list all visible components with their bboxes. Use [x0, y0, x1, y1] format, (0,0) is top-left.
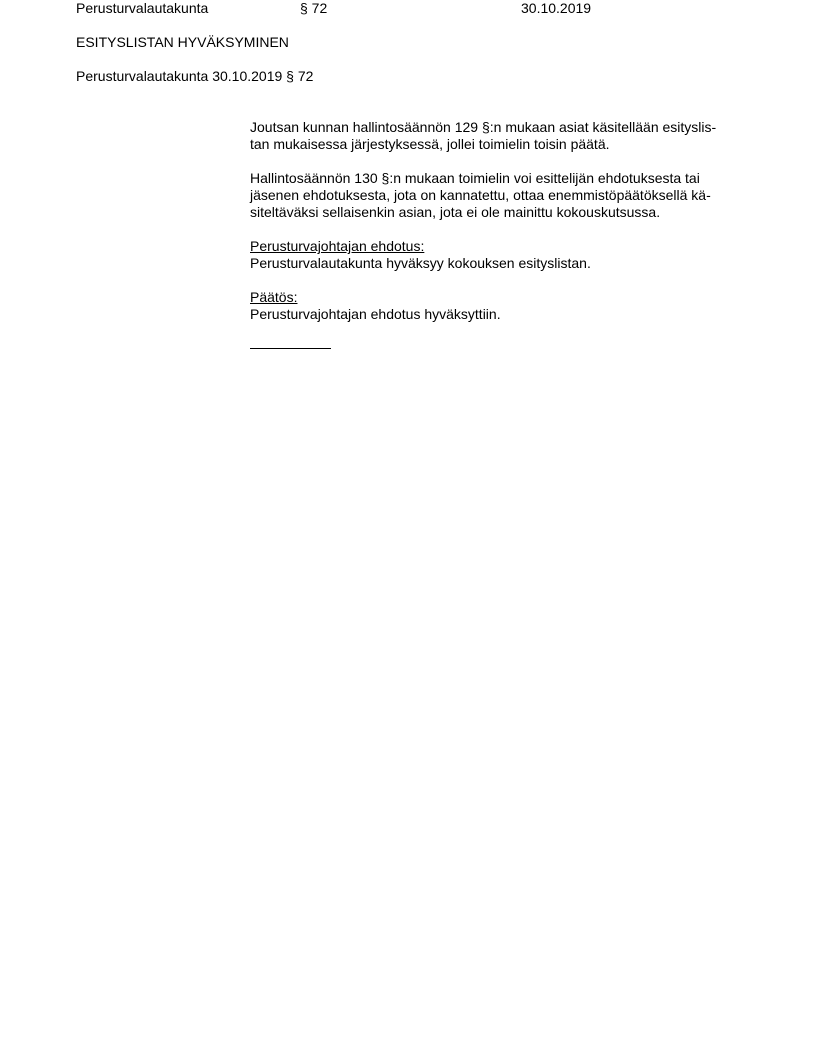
header-organization: Perusturvalautakunta: [76, 0, 209, 16]
proposal-text: Perusturvalautakunta hyväksyy kokouksen esityslistan.: [250, 255, 591, 271]
proposal-heading: Perusturvajohtajan ehdotus:: [250, 238, 425, 254]
end-separator-line: [250, 348, 331, 349]
paragraph-rules-order: [250, 119, 750, 153]
decision-text: Perusturvajohtajan ehdotus hyväksyttiin.: [250, 306, 501, 322]
paragraph-line: tan mukaisessa järjestyksessä, jollei toimielin toisin päätä.: [250, 136, 610, 152]
proposal-block: [250, 238, 750, 272]
decision-block: [250, 289, 750, 323]
paragraph-rules-additions: [250, 170, 750, 221]
paragraph-line: Joutsan kunnan hallintosäännön 129 §:n mukaan asiat käsitellään esityslis-: [250, 119, 717, 135]
header-date: 30.10.2019: [521, 0, 592, 16]
decision-heading: Päätös:: [250, 289, 298, 305]
paragraph-line: Hallintosäännön 130 §:n mukaan toimielin voi esittelijän ehdotuksesta tai: [250, 170, 700, 186]
document-body: [250, 119, 750, 349]
header-section-number: § 72: [300, 0, 328, 16]
document-reference: Perusturvalautakunta 30.10.2019 § 72: [76, 68, 314, 84]
document-title: ESITYSLISTAN HYVÄKSYMINEN: [76, 34, 289, 50]
paragraph-line: jäsenen ehdotuksesta, jota on kannatettu, ottaa enemmistöpäätöksellä kä-: [250, 187, 711, 203]
paragraph-line: siteltäväksi sellaisenkin asian, jota ei ole mainittu kokouskutsussa.: [250, 204, 661, 220]
